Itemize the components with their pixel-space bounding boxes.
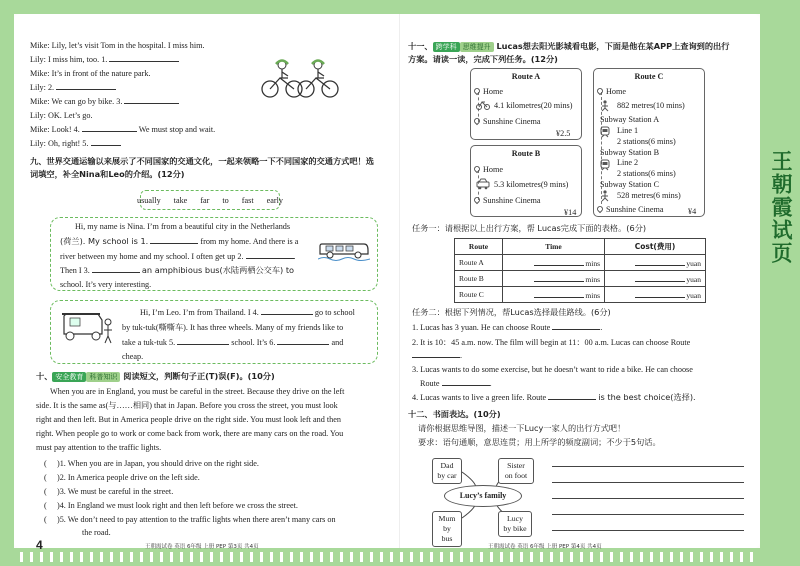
nina-line-5: school. It’s very interesting. xyxy=(60,280,152,289)
table-cell-time[interactable]: mins xyxy=(503,271,605,287)
mindmap-node-lucy: Lucy by bike xyxy=(498,511,532,537)
subway-icon xyxy=(600,159,610,171)
word-take: take xyxy=(173,195,188,205)
section-10-title: 十、 安全教育 科普知识 阅读短文，判断句子正(T)误(F)。(10分) xyxy=(36,371,275,381)
table-header-cost: Cost(费用) xyxy=(605,239,706,255)
answer-blank[interactable] xyxy=(548,392,596,400)
walking-icon xyxy=(600,190,610,202)
route-c-line-2: Line 2 xyxy=(617,158,639,167)
s10-passage-4: right. When people go to work or come back from work, there are many cars on the road. You xyxy=(36,429,344,438)
leo-line-4: cheap. xyxy=(122,352,144,361)
route-c-title: Route C xyxy=(634,72,664,81)
section-11-title-line2: 方案。请读一读，完成下列任务。(12分) xyxy=(408,54,558,64)
task-2-title: 任务二：根据下列情况，帮Lucas选择最佳路线。(6分) xyxy=(412,307,611,317)
blank-s9-2[interactable] xyxy=(246,251,294,259)
section-11-title: 十一、 跨学科 思维提升 Lucas想去阳光影城看电影，下面是他在某APP上查询到的出行 xyxy=(408,41,730,51)
table-row xyxy=(455,271,706,287)
location-pin-icon xyxy=(596,87,604,95)
blank-s9-3[interactable] xyxy=(92,265,140,273)
route-b-dest: Sunshine Cinema xyxy=(474,195,541,206)
nina-line-4: Then I 3. an amphibious bus(水陆两栖公交车) to xyxy=(60,265,295,275)
location-pin-icon xyxy=(473,196,481,204)
page-number: 4 xyxy=(36,538,43,552)
table-header-route: Route xyxy=(455,239,503,255)
task-2-q1: 1. Lucas has 3 yuan. He can choose Route . xyxy=(412,323,603,332)
table-cell-route: Route A xyxy=(455,255,503,271)
green-border-left xyxy=(0,0,14,566)
leo-line-1: Hi, I’m Leo. I’m from Thailand. I 4. go to school xyxy=(140,308,355,317)
mindmap-node-sister: Sister on foot xyxy=(498,458,534,484)
section-9-title-line2: 词填空，补全Nina和Leo的介绍。(12分) xyxy=(30,169,185,179)
tag-thinking: 思维提升 xyxy=(460,42,494,52)
s10-passage-3: right and then left. But in America people drive on the right side. You must look left and then xyxy=(36,415,341,424)
mindmap-center: Lucy’s family xyxy=(444,485,522,507)
green-border-right xyxy=(760,0,800,566)
leo-line-3: take a tuk-tuk 5. school. It’s 6. and xyxy=(122,338,344,347)
route-c-station-b: Subway Station B xyxy=(600,148,660,157)
s10-statement-3[interactable]: ( )3. We must be careful in the street. xyxy=(44,487,174,496)
green-border-top xyxy=(0,0,800,14)
route-a-distance: 4.1 kilometres(20 mins) xyxy=(494,101,573,110)
table-cell-cost[interactable]: yuan xyxy=(605,271,706,287)
word-early: early xyxy=(266,195,283,205)
bike-icon xyxy=(476,100,490,110)
route-c-dest: Sunshine Cinema xyxy=(597,204,664,215)
dialogue-line-7: Mike: Look! 4. We must stop and wait. xyxy=(30,125,216,134)
word-usually: usually xyxy=(137,195,161,205)
s10-passage-5: must pay attention to the traffic lights. xyxy=(36,443,162,452)
dialogue-line-5: Mike: We can go by bike. 3. xyxy=(30,96,179,107)
word-fast: fast xyxy=(241,195,254,205)
section-12-instruction: 请你根据思维导图，描述一下Lucy一家人的出行方式吧！ xyxy=(418,423,626,433)
answer-blank[interactable] xyxy=(412,350,460,358)
tag-safety: 安全教育 xyxy=(52,372,86,382)
blank-1[interactable] xyxy=(109,54,179,62)
tag-cross-subject: 跨学科 xyxy=(433,42,460,52)
task-1-title: 任务一：请根据以上出行方案，帮 Lucas完成下面的表格。(6分) xyxy=(412,223,647,233)
amphibious-bus-icon xyxy=(318,238,370,262)
section-12-requirement: 要求：语句通顺，意思连贯；用上所学的频度副词；不少于5句话。 xyxy=(418,437,661,447)
location-pin-icon xyxy=(473,87,481,95)
task-2-q2: 2. It is 10：45 a.m. now. The film will begin at 11：00 a.m. Lucas can choose Route xyxy=(412,338,691,347)
footer-right: 王朝霞试卷 英语 6年级 上册 PEP 第4页 共4页 xyxy=(488,544,602,550)
blank-s9-4[interactable] xyxy=(261,307,313,315)
s10-passage-1: When you are in England, you must be careful in the street. Because they drive on the left xyxy=(50,387,345,396)
blank-2[interactable] xyxy=(56,82,116,90)
dialogue-line-6: Lily: OK. Let’s go. xyxy=(30,111,93,120)
location-pin-icon xyxy=(473,165,481,173)
route-c-station-c: Subway Station C xyxy=(600,180,660,189)
task-2-q4: 4. Lucas wants to live a green life. Route is the best choice(选择). xyxy=(412,392,696,402)
s10-statement-2[interactable]: ( )2. In America people drive on the left side. xyxy=(44,473,200,482)
blank-4[interactable] xyxy=(82,124,137,132)
s10-passage-2: side. It is the same as(与……相同) that in Japan. Before you cross the street, you must look xyxy=(36,401,338,410)
table-cell-cost[interactable]: yuan xyxy=(605,255,706,271)
dialogue-line-2: Lily: I miss him, too. 1. xyxy=(30,54,179,65)
task-2-q3-line2: Route . xyxy=(420,379,492,388)
table-cell-route: Route B xyxy=(455,271,503,287)
tag-science: 科普知识 xyxy=(86,372,120,382)
subway-icon xyxy=(600,126,610,138)
dialogue-line-4: Lily: 2. xyxy=(30,82,116,93)
s10-statement-4[interactable]: ( )4. In England we must look right and then left before we cross the street. xyxy=(44,501,298,510)
table-header-time: Time xyxy=(503,239,605,255)
table-row xyxy=(455,287,706,303)
route-c-station-a: Subway Station A xyxy=(600,115,660,124)
section-9-title: 九、世界交通运输以来展示了不同国家的交通文化，一起来领略一下不同国家的交通方式吧！选 xyxy=(30,156,374,166)
s10-statement-5[interactable]: ( )5. We don’t need to pay attention to the traffic lights when there aren’t many cars on xyxy=(44,515,336,524)
route-a-dest: Sunshine Cinema xyxy=(474,116,541,127)
table-row xyxy=(455,255,706,271)
location-pin-icon xyxy=(473,117,481,125)
nina-line-2: (荷兰). My school is 1. from my home. And there is a xyxy=(60,236,299,246)
page-fold xyxy=(399,14,400,548)
word-bank xyxy=(137,190,283,210)
mindmap-node-mum: Mum by bus xyxy=(432,511,462,547)
footer-stripes xyxy=(20,552,760,562)
writing-line[interactable] xyxy=(552,514,744,515)
s10-statement-5-cont: the road. xyxy=(82,528,111,537)
section-12-title: 十二、书面表达。(10分) xyxy=(408,409,501,419)
route-c-line-1: Line 1 xyxy=(617,126,639,135)
word-far: far xyxy=(200,195,210,205)
dialogue-line-8: Lily: Oh, right! 5. xyxy=(30,138,121,149)
route-a-home: Home xyxy=(474,86,503,97)
writing-line[interactable] xyxy=(552,466,744,467)
leo-line-2: by tuk-tuk(嘶嘶车). It has three wheels. Many of my friends like to xyxy=(122,323,344,332)
route-b-title: Route B xyxy=(511,149,541,158)
dialogue-line-3: Mike: It’s in front of the nature park. xyxy=(30,69,151,78)
writing-line[interactable] xyxy=(552,530,744,531)
route-c-walk-1: 882 metres(10 mins) xyxy=(617,101,685,110)
blank-3[interactable] xyxy=(124,96,179,104)
tuk-tuk-icon xyxy=(58,306,114,346)
writing-line[interactable] xyxy=(552,482,744,483)
route-a-price: ¥2.5 xyxy=(556,129,571,138)
route-c-home: Home xyxy=(597,86,626,97)
table-cell-time[interactable]: mins xyxy=(503,287,605,303)
task-2-q3: 3. Lucas wants to do some exercise, but he doesn’t want to ride a bike. He can choose xyxy=(412,365,693,374)
walking-icon xyxy=(600,100,610,112)
nina-line-3: river between my home and my school. I often get up 2. . xyxy=(60,252,296,261)
table-cell-cost[interactable]: yuan xyxy=(605,287,706,303)
route-b-home: Home xyxy=(474,164,503,175)
route-a-title: Route A xyxy=(511,72,541,81)
word-to: to xyxy=(222,195,229,205)
blank-s9-6[interactable] xyxy=(277,337,329,345)
footer-left: 王朝霞试卷 英语 6年级 上册 PEP 第3页 共4页 xyxy=(145,544,259,550)
route-b-price: ¥14 xyxy=(564,208,577,217)
s10-statement-1[interactable]: ( )1. When you are in Japan, you should drive on the right side. xyxy=(44,459,259,468)
writing-line[interactable] xyxy=(552,498,744,499)
blank-s9-1[interactable] xyxy=(150,236,198,244)
taxi-icon xyxy=(476,178,490,190)
brand-logo: 王朝霞试页 xyxy=(769,150,794,265)
route-c-walk-2: 528 metres(6 mins) xyxy=(617,191,681,200)
dialogue-line-1: Mike: Lily, let’s visit Tom in the hospital. I miss him. xyxy=(30,41,205,50)
blank-s9-5[interactable] xyxy=(177,337,229,345)
table-cell-route: Route C xyxy=(455,287,503,303)
route-c-price: ¥4 xyxy=(688,207,697,216)
answer-blank[interactable] xyxy=(552,322,600,330)
route-c-stops-1: 2 stations(6 mins) xyxy=(617,137,676,146)
cyclists-illustration xyxy=(258,56,342,100)
location-pin-icon xyxy=(596,205,604,213)
route-c-stops-2: 2 stations(6 mins) xyxy=(617,169,676,178)
blank-5[interactable] xyxy=(91,138,121,146)
nina-line-1: Hi, my name is Nina. I’m from a beautiful city in the Netherlands xyxy=(75,222,291,231)
answer-blank[interactable] xyxy=(442,378,490,386)
route-b-distance: 5.3 kilometres(9 mins) xyxy=(494,180,569,189)
mindmap-node-dad: Dad by car xyxy=(432,458,462,484)
table-cell-time[interactable]: mins xyxy=(503,255,605,271)
route-table xyxy=(454,238,706,303)
task-2-q2-blank: . xyxy=(412,350,462,361)
